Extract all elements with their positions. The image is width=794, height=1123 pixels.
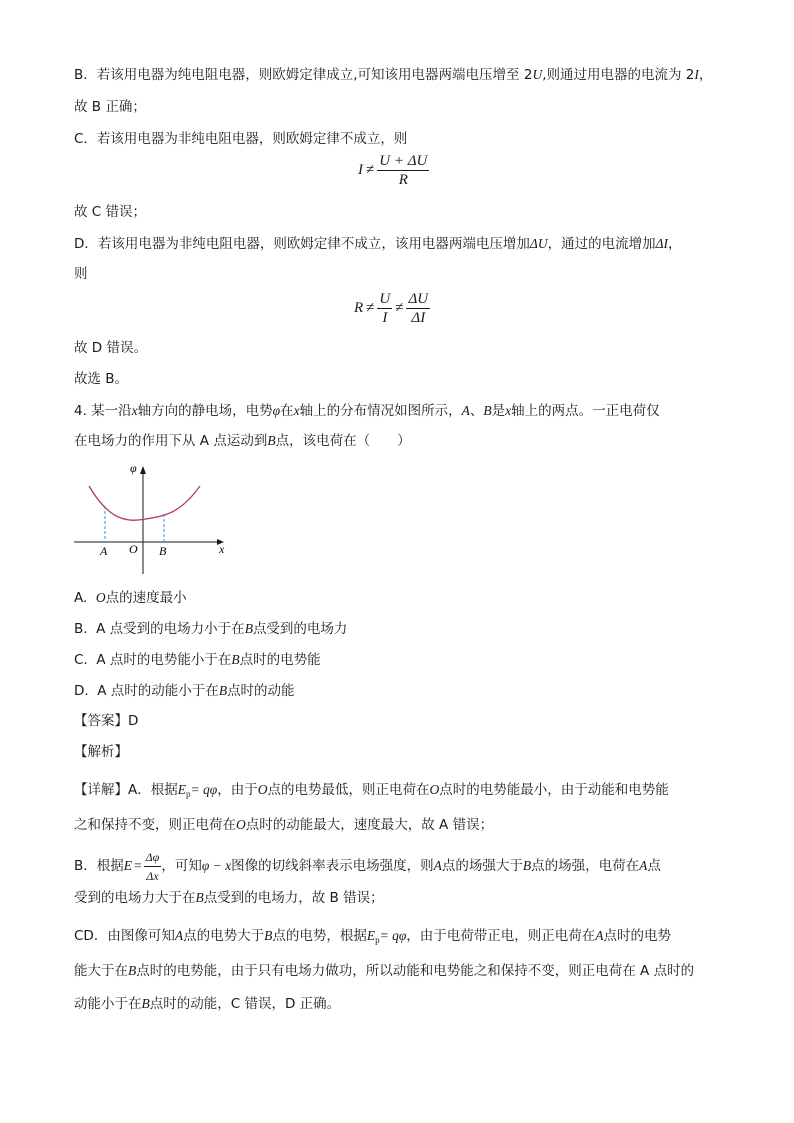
y-axis-arrow bbox=[140, 466, 146, 474]
option-c: C. A 点时的电势能小于在B点时的电势能 bbox=[74, 652, 321, 668]
answer-line: 【答案】D bbox=[74, 713, 139, 729]
potential-graph bbox=[68, 456, 238, 576]
question-4-line-1: 4. 某一沿x轴方向的静电场，电势φ在x轴上的分布情况如图所示，A、B是x轴上的两点。一正电荷仅 bbox=[74, 403, 660, 419]
option-d: D. A 点时的动能小于在B点时的动能 bbox=[74, 683, 295, 699]
potential-curve bbox=[89, 486, 200, 520]
detail-line-6: 能大于在B点时的电势能，由于只有电场力做功，所以动能和电势能之和保持不变，则正电荷在 A 点时的 bbox=[74, 963, 695, 979]
detail-line-4: 受到的电场力大于在B点受到的电场力，故 B 错误； bbox=[74, 890, 384, 906]
point-b-label: B bbox=[159, 544, 167, 558]
option-c-conclusion: 故 C 错误； bbox=[74, 204, 147, 220]
option-b: B. A 点受到的电场力小于在B点受到的电场力 bbox=[74, 621, 348, 637]
option-d-continuation: 则 bbox=[74, 266, 88, 282]
analysis-tag: 【解析】 bbox=[74, 744, 128, 760]
equation-d: R ≠ $\frac{U}{I}$ ≠ $\frac{\Delta U}{\Delta I}$ bbox=[354, 291, 429, 326]
option-d-conclusion: 故 D 错误。 bbox=[74, 340, 147, 356]
option-a: A. O点的速度最小 bbox=[74, 590, 187, 606]
option-c-explanation: C．若该用电器为非纯电阻电器，则欧姆定律不成立，则 bbox=[74, 131, 408, 147]
detail-line-1: 【详解】A．根据$E_p= q\varphi$，由于O点的电势最低，则正电荷在O点时的电势能最小，由于动能和电势能 bbox=[74, 782, 669, 799]
detail-line-2: 之和保持不变，则正电荷在O点时的动能最大，速度最大，故 A 错误； bbox=[74, 817, 494, 833]
detail-line-7: 动能小于在B点时的动能，C 错误，D 正确。 bbox=[74, 996, 341, 1012]
x-axis-label: x bbox=[219, 542, 225, 556]
option-b-conclusion: 故 B 正确； bbox=[74, 99, 146, 115]
fraction-du-over-di: $\frac{\Delta U}{\Delta I}$ bbox=[408, 291, 429, 326]
option-d-explanation: D．若该用电器为非纯电阻电器，则欧姆定律不成立，该用电器两端电压增加ΔU，通过的电流增加ΔI， bbox=[74, 236, 682, 252]
option-b-explanation: B．若该用电器为纯电阻电器，则欧姆定律成立,可知该用电器两端电压增至 2U,则通过用电器的电流为 2I， bbox=[74, 67, 713, 83]
equation-c: I ≠ $\frac{U + \Delta U}{R}$ bbox=[358, 153, 428, 188]
origin-label: O bbox=[129, 542, 138, 556]
point-a-label: A bbox=[100, 544, 108, 558]
field-fraction: $\frac{\Delta\varphi}{\Delta x}$ bbox=[145, 849, 160, 883]
fraction-c: $\frac{U + \Delta U}{R}$ bbox=[379, 153, 428, 188]
question-4-line-2: 在电场力的作用下从 A 点运动到B点，该电荷在（ ） bbox=[74, 433, 411, 449]
detail-line-5: CD．由图像可知A点的电势大于B点的电势，根据$E_p= q\varphi$，由于电荷带正电，则正电荷在A点时的电势 bbox=[74, 928, 672, 945]
fraction-u-over-i: $\frac{U}{I}$ bbox=[379, 291, 391, 326]
detail-line-3: B．根据E = $\frac{\Delta\varphi}{\Delta x}$ ，可知φ − x图像的切线斜率表示电场强度，则A点的场强大于B点的场强，电荷在A点 bbox=[74, 849, 661, 883]
final-choice: 故选 B。 bbox=[74, 371, 129, 387]
y-axis-label: φ bbox=[130, 461, 137, 475]
